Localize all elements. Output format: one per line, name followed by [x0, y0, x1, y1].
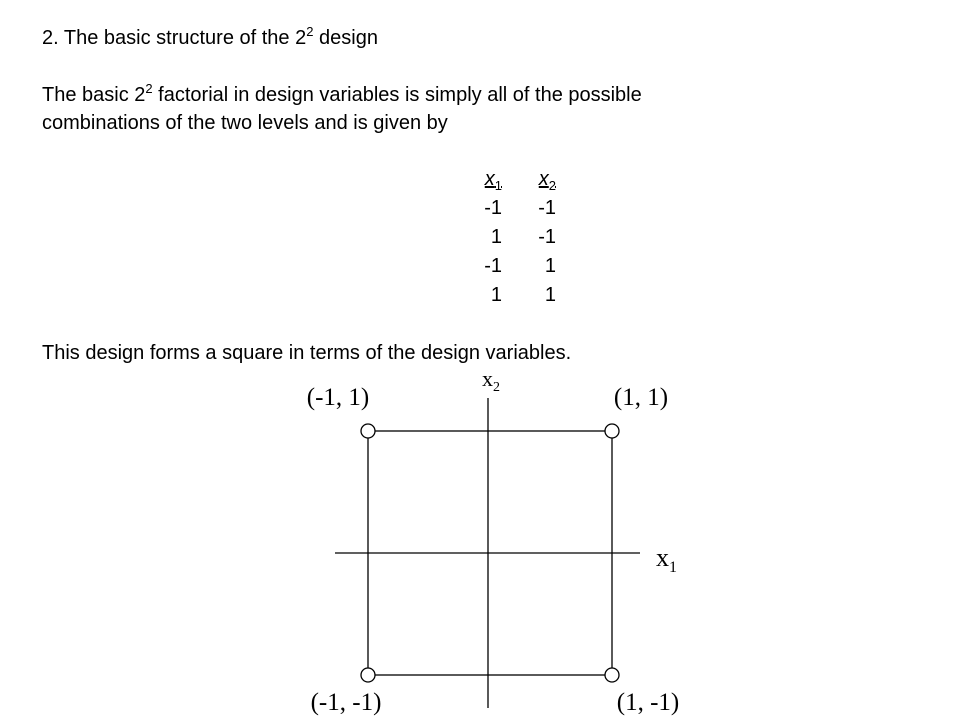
table-cell: 1 — [490, 226, 502, 248]
table-cell: 1 — [544, 255, 556, 277]
table-cell: -1 — [484, 255, 502, 277]
header-variable: x — [538, 168, 549, 190]
closing-sentence: This design forms a square in terms of the design variables. — [42, 342, 572, 364]
heading-exponent: 2 — [306, 24, 314, 39]
header-subscript: 1 — [494, 178, 502, 193]
header-subscript: 2 — [548, 178, 556, 193]
intro-exponent: 2 — [145, 81, 153, 96]
x2-axis-label-subscript: 2 — [493, 380, 500, 395]
intro-line-2: combinations of the two levels and is given by — [42, 112, 448, 134]
x2-axis-label-variable: x — [482, 366, 493, 391]
design-point — [361, 668, 375, 682]
corner-label: (1, 1) — [613, 384, 669, 411]
table-cell: 1 — [490, 284, 502, 306]
heading-prefix: 2. The basic structure of the 2 — [42, 27, 307, 49]
table-header-x1 — [442, 168, 502, 193]
table-cell: -1 — [538, 197, 556, 219]
x1-axis-label-variable: x — [656, 543, 669, 572]
x1-axis-label-subscript: 1 — [669, 559, 677, 576]
header-variable: x — [484, 168, 495, 190]
corner-label: (-1, -1) — [310, 689, 382, 716]
table-cell: -1 — [538, 226, 556, 248]
design-point — [605, 668, 619, 682]
table-header-x2 — [496, 168, 556, 193]
corner-label: (1, -1) — [616, 689, 680, 716]
intro-suffix: factorial in design variables is simply all of the possible — [152, 84, 642, 106]
x2-axis-label — [482, 366, 500, 395]
table-cell: 1 — [544, 284, 556, 306]
design-point — [605, 424, 619, 438]
design-point — [361, 424, 375, 438]
heading-suffix: design — [313, 27, 378, 49]
x1-axis-label — [656, 543, 677, 576]
intro-prefix: The basic 2 — [42, 84, 146, 106]
corner-label: (-1, 1) — [306, 384, 370, 411]
table-cell: -1 — [484, 197, 502, 219]
